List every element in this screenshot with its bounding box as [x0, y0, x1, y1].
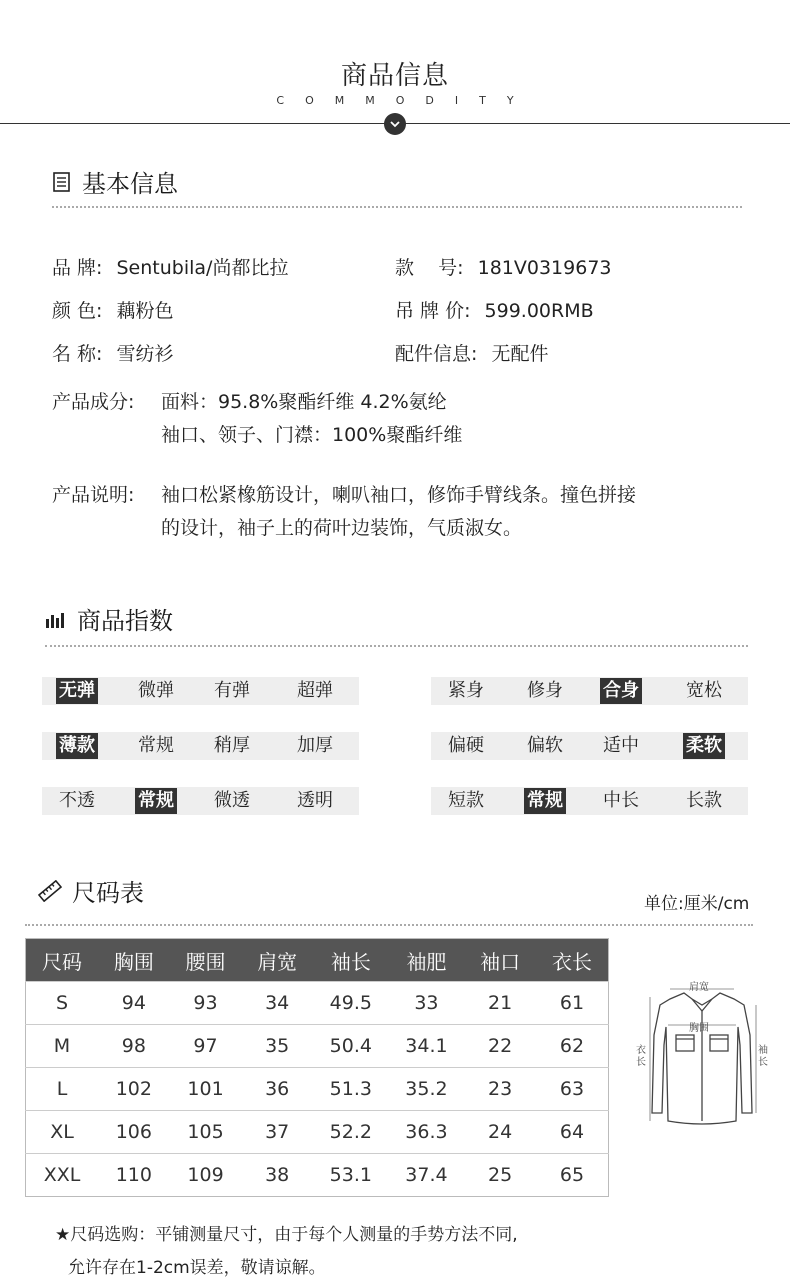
- document-icon: [52, 171, 72, 193]
- style-no-row: [395, 253, 612, 280]
- size-table-header: 肩宽: [241, 939, 313, 982]
- size-note-line-2: 允许存在1-2cm误差，敬请谅解。: [68, 1258, 326, 1278]
- index-option-label: 合身: [600, 678, 642, 704]
- index-option: [126, 677, 186, 705]
- table-cell: 61: [536, 982, 609, 1025]
- index-option-label: 常规: [135, 788, 177, 814]
- style-no-label: 款 号:: [395, 257, 464, 279]
- accessory-value: 无配件: [491, 343, 549, 365]
- section-title-size: 尺码表: [72, 879, 144, 907]
- index-option: [436, 732, 496, 760]
- table-cell: 53.1: [313, 1154, 389, 1197]
- section-divider: [25, 924, 753, 926]
- page-subtitle: COMMODITY: [276, 94, 535, 107]
- diagram-length-label: 衣长: [636, 1045, 646, 1068]
- table-cell: 22: [464, 1025, 536, 1068]
- index-option-selected: [47, 732, 107, 760]
- table-cell: XL: [26, 1111, 99, 1154]
- table-cell: 94: [98, 982, 170, 1025]
- table-cell: 106: [98, 1111, 170, 1154]
- section-title-basic: 基本信息: [82, 170, 178, 198]
- index-option-selected: [47, 677, 107, 705]
- table-cell: 110: [98, 1154, 170, 1197]
- brand-label: 品 牌:: [52, 257, 103, 279]
- size-table-header: 胸围: [98, 939, 170, 982]
- index-row-fit: [431, 677, 748, 705]
- index-option: [202, 677, 262, 705]
- shirt-outline-icon: [632, 975, 772, 1135]
- size-table-header: 衣长: [536, 939, 609, 982]
- size-table-header: 袖肥: [389, 939, 465, 982]
- table-row: [26, 1068, 609, 1111]
- index-row-length: [431, 787, 748, 815]
- table-cell: 65: [536, 1154, 609, 1197]
- table-cell: 109: [170, 1154, 242, 1197]
- index-option-label: 紧身: [448, 680, 484, 701]
- index-option-label: 有弹: [214, 680, 250, 701]
- table-cell: 62: [536, 1025, 609, 1068]
- index-option: [674, 677, 734, 705]
- index-row-transparency: [42, 787, 359, 815]
- index-row-softness: [431, 732, 748, 760]
- table-cell: 102: [98, 1068, 170, 1111]
- table-cell: 24: [464, 1111, 536, 1154]
- index-option: [515, 677, 575, 705]
- index-option-label: 偏硬: [448, 735, 484, 756]
- composition-line-2: 袖口、领子、门襟：100%聚酯纤维: [161, 424, 463, 446]
- table-cell: S: [26, 982, 99, 1025]
- color-value: 藕粉色: [116, 300, 174, 322]
- table-cell: 35.2: [389, 1068, 465, 1111]
- bar-chart-icon: [45, 609, 67, 629]
- index-option-label: 长款: [686, 790, 722, 811]
- price-label: 吊 牌 价:: [395, 300, 471, 322]
- table-cell: 33: [389, 982, 465, 1025]
- table-cell: 37: [241, 1111, 313, 1154]
- table-cell: 38: [241, 1154, 313, 1197]
- index-option: [285, 787, 345, 815]
- size-table-header: 袖长: [313, 939, 389, 982]
- index-option: [674, 787, 734, 815]
- table-cell: 93: [170, 982, 242, 1025]
- index-option-label: 修身: [527, 680, 563, 701]
- section-product-index: [45, 601, 173, 636]
- index-option: [47, 787, 107, 815]
- index-option: [285, 677, 345, 705]
- table-cell: M: [26, 1025, 99, 1068]
- index-option-label: 微弹: [138, 680, 174, 701]
- index-option: [591, 732, 651, 760]
- name-label: 名 称:: [52, 343, 103, 365]
- table-cell: 64: [536, 1111, 609, 1154]
- index-option-label: 不透: [59, 790, 95, 811]
- color-row: [52, 296, 174, 323]
- index-option-selected: [674, 732, 734, 760]
- table-cell: 98: [98, 1025, 170, 1068]
- section-divider: [45, 645, 748, 647]
- table-cell: 25: [464, 1154, 536, 1197]
- table-cell: 50.4: [313, 1025, 389, 1068]
- description-label: 产品说明:: [52, 484, 135, 506]
- index-option: [436, 787, 496, 815]
- index-option: [126, 732, 186, 760]
- index-option-label: 加厚: [297, 735, 333, 756]
- table-cell: 35: [241, 1025, 313, 1068]
- description-line-1: 袖口松紧橡筋设计，喇叭袖口，修饰手臂线条。撞色拼接: [161, 484, 637, 506]
- index-option-selected: [515, 787, 575, 815]
- shirt-diagram: [632, 975, 772, 1135]
- size-table-header: 尺码: [26, 939, 99, 982]
- table-cell: 101: [170, 1068, 242, 1111]
- description-line-2: 的设计，袖子上的荷叶边装饰，气质淑女。: [161, 517, 523, 539]
- accessory-label: 配件信息:: [395, 343, 478, 365]
- composition-line-1: 面料：95.8%聚酯纤维 4.2%氨纶: [161, 391, 447, 413]
- price-row: [395, 296, 594, 323]
- index-option-label: 无弹: [56, 678, 98, 704]
- style-no-value: 181V0319673: [477, 257, 612, 279]
- index-option-label: 透明: [297, 790, 333, 811]
- index-option-label: 微透: [214, 790, 250, 811]
- table-cell: XXL: [26, 1154, 99, 1197]
- diagram-sleeve-label: 袖长: [758, 1045, 768, 1068]
- diagram-shoulder-label: 肩宽: [689, 982, 709, 993]
- index-option-selected: [126, 787, 186, 815]
- table-cell: 36: [241, 1068, 313, 1111]
- table-row: [26, 1025, 609, 1068]
- index-option-label: 柔软: [683, 733, 725, 759]
- index-option-selected: [591, 677, 651, 705]
- section-title-index: 商品指数: [77, 607, 173, 635]
- index-option-label: 宽松: [686, 680, 722, 701]
- size-table-header: 袖口: [464, 939, 536, 982]
- price-value: 599.00RMB: [484, 300, 594, 322]
- size-note-line-1: ★尺码选购：平铺测量尺寸，由于每个人测量的手势方法不同,: [55, 1225, 518, 1245]
- index-row-elasticity: [42, 677, 359, 705]
- index-option-label: 超弹: [297, 680, 333, 701]
- table-cell: 49.5: [313, 982, 389, 1025]
- table-cell: 51.3: [313, 1068, 389, 1111]
- page-title: 商品信息: [340, 61, 449, 91]
- table-cell: 105: [170, 1111, 242, 1154]
- index-option: [436, 677, 496, 705]
- table-cell: 23: [464, 1068, 536, 1111]
- index-option-label: 短款: [448, 790, 484, 811]
- section-basic-info: [52, 164, 178, 199]
- index-option-label: 常规: [138, 735, 174, 756]
- table-cell: 97: [170, 1025, 242, 1068]
- brand-value: Sentubila/尚都比拉: [116, 257, 289, 279]
- table-cell: 34.1: [389, 1025, 465, 1068]
- size-table-header: 腰围: [170, 939, 242, 982]
- index-option-label: 稍厚: [214, 735, 250, 756]
- table-cell: 34: [241, 982, 313, 1025]
- chevron-down-icon: [384, 113, 406, 135]
- index-option-label: 偏软: [527, 735, 563, 756]
- index-option-label: 适中: [603, 735, 639, 756]
- section-divider: [52, 206, 742, 208]
- ruler-icon: [38, 880, 62, 902]
- name-row: [52, 339, 174, 366]
- accessory-row: [395, 339, 548, 366]
- table-cell: 36.3: [389, 1111, 465, 1154]
- index-option: [202, 787, 262, 815]
- index-option-label: 常规: [524, 788, 566, 814]
- index-option: [515, 732, 575, 760]
- section-size-chart: [38, 873, 144, 908]
- size-table: [25, 938, 609, 1197]
- table-cell: 37.4: [389, 1154, 465, 1197]
- index-option: [202, 732, 262, 760]
- table-row: [26, 1154, 609, 1197]
- index-option-label: 薄款: [56, 733, 98, 759]
- index-row-thickness: [42, 732, 359, 760]
- index-option-label: 中长: [603, 790, 639, 811]
- table-row: [26, 1111, 609, 1154]
- index-option: [591, 787, 651, 815]
- table-cell: 63: [536, 1068, 609, 1111]
- index-option: [285, 732, 345, 760]
- table-cell: L: [26, 1068, 99, 1111]
- diagram-chest-label: 胸围: [689, 1023, 709, 1034]
- composition-label: 产品成分:: [52, 391, 135, 413]
- name-value: 雪纺衫: [116, 343, 174, 365]
- brand-row: [52, 253, 288, 280]
- table-cell: 21: [464, 982, 536, 1025]
- table-row: [26, 982, 609, 1025]
- unit-label: 单位:厘米/cm: [644, 894, 750, 914]
- color-label: 颜 色:: [52, 300, 103, 322]
- table-cell: 52.2: [313, 1111, 389, 1154]
